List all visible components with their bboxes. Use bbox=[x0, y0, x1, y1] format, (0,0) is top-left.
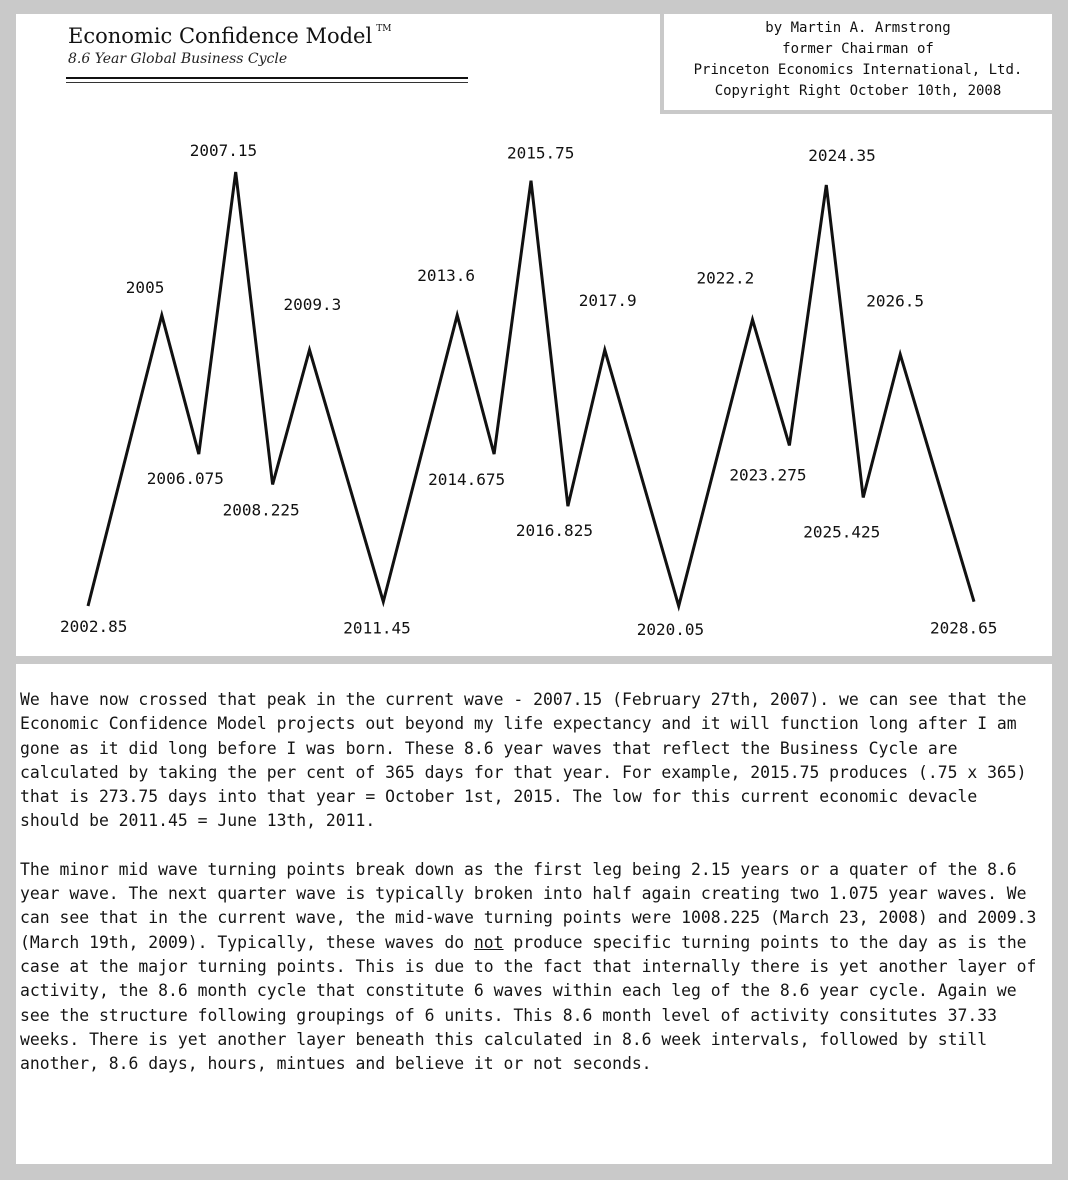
point-label: 2026.5 bbox=[866, 291, 924, 311]
article-body bbox=[20, 688, 1040, 1100]
author-byline bbox=[660, 14, 1052, 114]
point-label: 2016.825 bbox=[515, 521, 593, 541]
point-label: 2008.225 bbox=[222, 500, 300, 520]
article-paragraph-2: The minor mid wave turning points break down as the first leg being 2.15 years or a quater of the 8.6 year wave. The next quarter wave is typically broken into half again creating two 1.075 year waves. We can see that in the current wave, the mid-wave turning points were 1008.225 (March 23, 2008) and 2009.3 (March 19th, 2009). Typically, these waves do not produce specific turning points to the day as is the case at the major turning points. This is due to the fact that internally there is yet another layer of activity, the 8.6 month cycle that constitute 6 waves within each leg of the 8.6 year cycle. Again we see the structure following groupings of 6 units. This 8.6 month level of activity consitutes 37.33 weeks. There is yet another layer beneath this calculated in 8.6 week intervals, followed by still another, 8.6 days, hours, mintues and believe it or not seconds. bbox=[20, 859, 1037, 1074]
logo-rule bbox=[66, 77, 468, 79]
point-label: 2007.15 bbox=[189, 141, 258, 160]
byline-copyright: Copyright Right October 10th, 2008 bbox=[714, 83, 1002, 99]
byline-author: by Martin A. Armstrong bbox=[765, 20, 951, 36]
point-label: 2020.05 bbox=[636, 620, 705, 639]
model-title: Economic Confidence Model ™ bbox=[68, 24, 392, 48]
chart-panel bbox=[16, 14, 1052, 656]
model-logo bbox=[66, 24, 456, 94]
point-label: 2017.9 bbox=[578, 290, 637, 310]
point-label: 2005 bbox=[125, 278, 165, 298]
article-panel bbox=[16, 664, 1052, 1164]
point-label: 2015.75 bbox=[507, 143, 575, 163]
point-label: 2023.275 bbox=[729, 465, 807, 485]
point-label: 2013.6 bbox=[417, 266, 475, 286]
logo-rule-thin bbox=[66, 82, 468, 83]
point-label: 2006.075 bbox=[146, 469, 224, 489]
point-label: 2025.425 bbox=[803, 522, 881, 542]
article-paragraph-1: We have now crossed that peak in the current wave - 2007.15 (February 27th, 2007). we can see that the Economic Confidence Model projects out beyond my life expectancy and it will function long after I am gone as it did long before I was born. These 8.6 year waves that reflect the Business Cycle are calculated by taking the per cent of 365 days for that year. For example, 2015.75 produces (.75 x 365) that is 273.75 days into that year = October 1st, 2015. The low for this current economic devacle should be 2011.45 = June 13th, 2011. bbox=[20, 690, 1027, 831]
point-label: 2002.85 bbox=[60, 617, 128, 636]
byline-company: Princeton Economics International, Ltd. bbox=[693, 62, 1023, 78]
model-subtitle: 8.6 Year Global Business Cycle bbox=[68, 51, 288, 67]
point-label: 2014.675 bbox=[428, 470, 506, 490]
trademark-mark: TM bbox=[376, 24, 392, 34]
point-label: 2011.45 bbox=[343, 618, 411, 638]
point-label: 2024.35 bbox=[808, 146, 876, 165]
point-label: 2009.3 bbox=[283, 294, 342, 314]
point-label: 2022.2 bbox=[696, 268, 755, 288]
point-label: 2028.65 bbox=[930, 618, 998, 638]
emphasis-not: not bbox=[473, 932, 504, 952]
byline-role: former Chairman of bbox=[782, 41, 934, 57]
